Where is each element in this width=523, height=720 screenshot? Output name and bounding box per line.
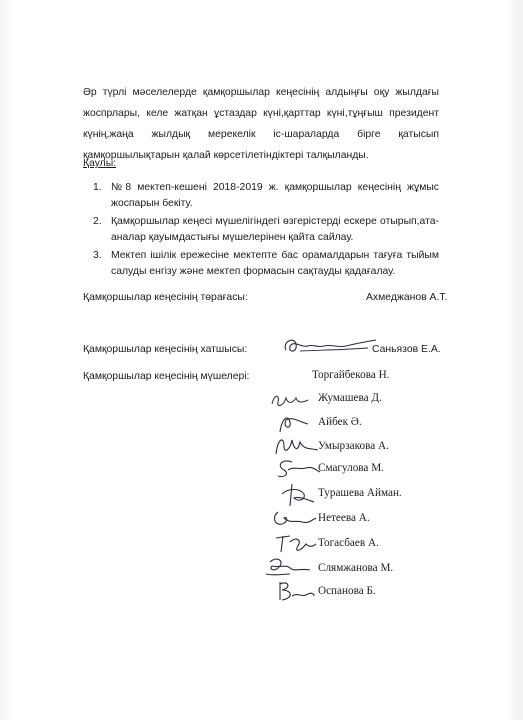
member-name: Турашева Айман. bbox=[318, 487, 402, 499]
secretary-name: Саньязов Е.А. bbox=[372, 344, 441, 355]
decision-item bbox=[83, 180, 439, 211]
decisions-list bbox=[83, 180, 439, 282]
member-name: Тогасбаев А. bbox=[318, 537, 379, 549]
member-name: Смагулова М. bbox=[318, 462, 384, 474]
decision-number: 3. bbox=[93, 250, 102, 261]
decision-item bbox=[83, 214, 439, 245]
member-name: Оспанова Б. bbox=[318, 585, 376, 597]
decision-line: аналар қауымдастығы мүшелерінен қайта сайлау. bbox=[111, 231, 354, 243]
intro-paragraph bbox=[83, 82, 439, 166]
members-role: Қамқоршылар кеңесінің мүшелері: bbox=[83, 371, 250, 382]
decision-item bbox=[83, 248, 439, 279]
decisions-heading: Қаулы: bbox=[83, 158, 117, 169]
member-name: Торгайбекова Н. bbox=[312, 369, 390, 381]
member-name: Умырзакова А. bbox=[318, 440, 389, 452]
decision-line: №8 мектеп-кешені 2018-2019 ж. қамқоршылар кеңесінің жұмыс bbox=[111, 182, 439, 193]
decision-line: жоспарын бекіту. bbox=[111, 197, 193, 209]
member-signature bbox=[268, 506, 318, 532]
chair-role: Қамқоршылар кеңесінің төрағасы: bbox=[83, 292, 248, 303]
intro-line: Әр түрлі мәселелерде қамқоршылар кеңесінің алдыңғы оқу жылдағы bbox=[83, 87, 439, 98]
secretary-role: Қамқоршылар кеңесінің хатшысы: bbox=[83, 344, 248, 355]
intro-line: қамқоршылықтарын қалай көрсетілетіндіктері талқыланды. bbox=[83, 150, 369, 161]
chair-name: Ахмеджанов А.Т. bbox=[366, 292, 448, 303]
member-name: Слямжанова М. bbox=[318, 562, 394, 574]
member-signature bbox=[260, 554, 314, 580]
member-signature bbox=[268, 390, 312, 412]
member-name: Нетеева А. bbox=[318, 512, 370, 524]
intro-line: күнің,жаңа жылдық мерекелік іс-шараларда бірге қатысып bbox=[83, 129, 439, 140]
member-signature bbox=[272, 456, 322, 482]
decision-line: Мектеп ішілік ережесіне мектепте бас орамалдарын тағуға тыйым bbox=[111, 250, 439, 261]
member-name: Айбек Ә. bbox=[318, 416, 362, 428]
intro-line: жоспрлары, келе жатқан ұстаздар күні,қарттар күні,тұңғыш президент bbox=[83, 108, 439, 119]
secretary-signature bbox=[280, 334, 380, 360]
decision-number: 2. bbox=[93, 216, 102, 227]
member-signature bbox=[272, 578, 316, 604]
decision-number: 1. bbox=[93, 182, 102, 193]
decision-line: салуды енгізу және мектеп формасын сақтауды қадағалау. bbox=[111, 265, 396, 277]
decision-line: Қамқоршылар кеңесі мүшелігіндегі өзгерістерді ескере отырып,ата- bbox=[111, 216, 439, 227]
member-name: Жумашева Д. bbox=[318, 392, 382, 404]
